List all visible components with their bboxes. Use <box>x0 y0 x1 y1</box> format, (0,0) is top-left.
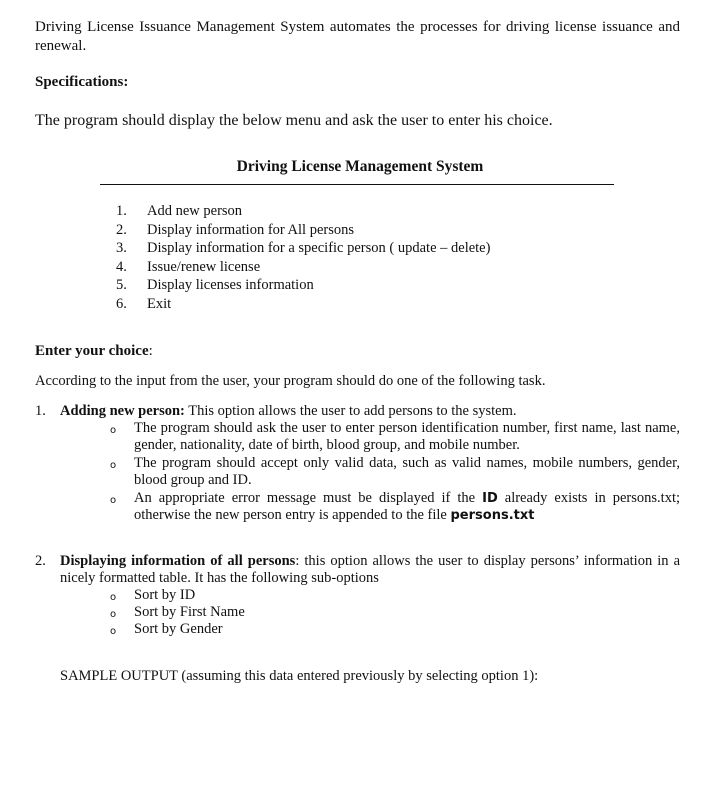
id-keyword: ID <box>482 491 498 506</box>
menu-item-label: Display information for All persons <box>147 221 355 238</box>
bullet-text-part: An appropriate error message must be displayed if the <box>134 490 483 506</box>
section-1-title: Adding new person: <box>60 403 185 419</box>
bullet-marker: o <box>110 626 117 637</box>
bullet-marker: o <box>110 609 117 620</box>
section-2-title: Displaying information of all persons <box>60 553 296 569</box>
menu-item <box>116 202 490 221</box>
menu-item-label: Display licenses information <box>147 277 314 293</box>
intro-paragraph: Driving License Issuance Management System automates the processes for driving license issuance and renewal. <box>35 19 680 54</box>
menu-item <box>116 295 490 314</box>
according-text: According to the input from the user, your program should do one of the following task. <box>35 373 546 389</box>
menu-divider <box>100 184 614 185</box>
section-2-number: 2. <box>35 553 46 569</box>
menu-item <box>116 276 490 295</box>
menu-item <box>116 258 490 277</box>
menu-item-number: 5. <box>116 277 127 293</box>
menu-item-number: 1. <box>116 203 127 219</box>
bullet-marker: o <box>110 425 117 436</box>
menu-item-number: 4. <box>116 258 127 275</box>
menu-item-label: Issue/renew license <box>147 258 261 275</box>
section-2-heading <box>60 553 680 587</box>
menu-item-label: Exit <box>147 295 172 312</box>
menu-item-label: Add new person <box>147 203 243 219</box>
enter-choice-bold: Enter your choice <box>35 343 149 359</box>
enter-choice-prompt <box>35 343 153 360</box>
section-1-desc: This option allows the user to add persons to the system. <box>184 403 517 419</box>
bullet-text: The program should ask the user to enter person identification number, first name, last name, gender, nationality, date of birth, blood group, and mobile number. <box>134 420 680 453</box>
sample-output-label: SAMPLE OUTPUT (assuming this data entered previously by selecting option 1): <box>60 668 539 684</box>
bullet-marker: o <box>110 592 117 603</box>
menu-title: Driving License Management System <box>236 158 484 175</box>
sub-option-sort-id: Sort by ID <box>134 587 196 603</box>
menu-item <box>116 239 490 258</box>
enter-choice-colon: : <box>148 343 153 359</box>
bullet-marker: o <box>110 460 117 471</box>
bullet-text: The program should accept only valid data, such as valid names, mobile numbers, gender, blood group and ID. <box>134 455 680 488</box>
menu-item-number: 2. <box>116 221 127 238</box>
specifications-heading: Specifications: <box>35 74 129 90</box>
section-1-bullet <box>110 490 680 524</box>
menu-item <box>116 221 490 240</box>
sub-option-sort-first-name: Sort by First Name <box>134 604 245 620</box>
menu-item-number: 3. <box>116 240 127 256</box>
bullet-marker: o <box>110 495 117 506</box>
bullet-text <box>134 490 680 524</box>
menu-item-label: Display information for a specific person ( update – delete) <box>147 240 491 256</box>
section-1-heading <box>60 403 680 420</box>
section-2-desc: : this option allows the user to display persons’ information in a nicely formatted table. It has the following sub-options <box>60 553 681 586</box>
section-1-bullet <box>110 420 680 454</box>
menu-list <box>116 202 490 313</box>
section-2-bullet <box>110 621 680 640</box>
menu-prompt: The program should display the below menu and ask the user to enter his choice. <box>35 112 553 129</box>
section-1-number: 1. <box>35 403 46 419</box>
menu-item-number: 6. <box>116 295 127 312</box>
sub-option-sort-gender: Sort by Gender <box>134 621 223 637</box>
bullet-text-part: already exists in persons.txt; otherwise the new person entry is appended to the file <box>134 490 680 523</box>
persons-file-name: persons.txt <box>450 508 535 523</box>
section-1-bullet <box>110 455 680 489</box>
